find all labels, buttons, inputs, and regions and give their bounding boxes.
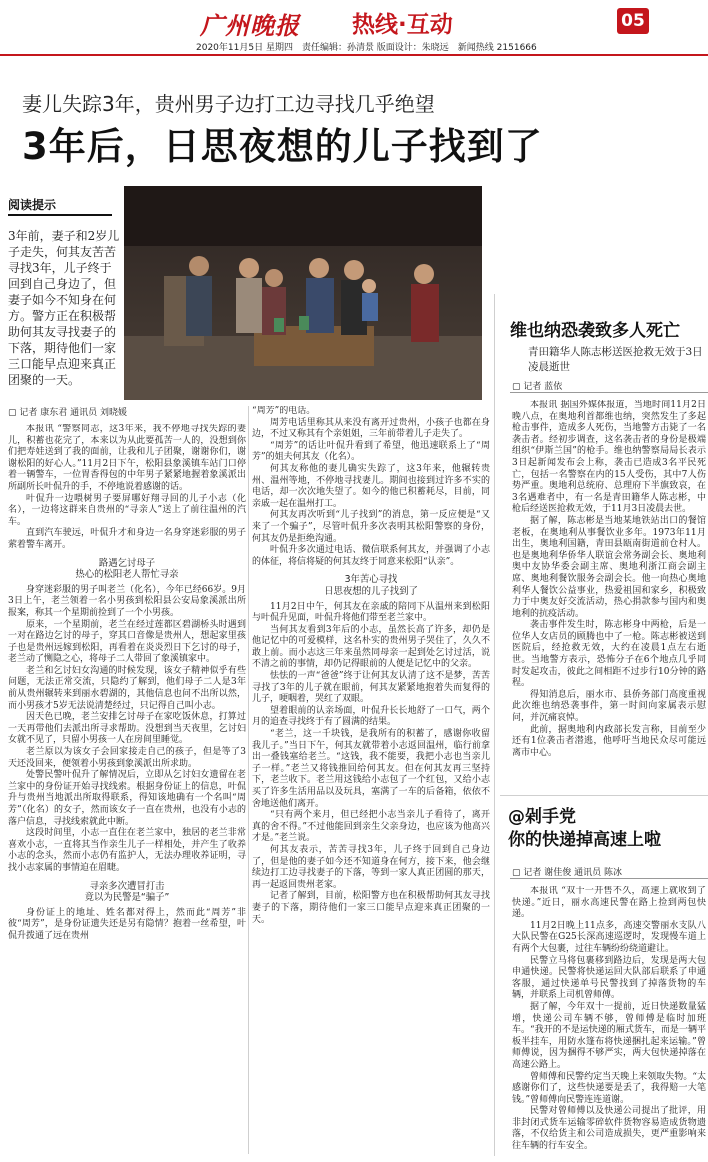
paragraph: 望着眼前的认亲场面，叶侃升长长地舒了一口气，两个月的追查寻找终于有了圆满的结果。 — [252, 705, 490, 728]
paragraph: 本报讯 “双十一开售不久，高速上就收到了快递。”近日，丽水高速民警在路上捡到两包快递。 — [512, 886, 706, 920]
paragraph: 叶侃升多次通过电话、微信联系何其友，并强调了小志的体征，将信将疑的何其友终于同意来松阳“认亲”。 — [252, 545, 490, 567]
paragraph: 据了解，陈志彬是当地某地铁站出口的餐馆老板，在奥地利从事餐饮业多年。1973年11月出生，奥地利国籍，青田县瓯南街道前仓村人。也是奥地利华侨华人联谊会常务副会长、奥地利奥中友协华委会副主席、奥地利浙江商会副主席、奥地利餐饮服务会副会长。他一向热心奥地利华人餐饮公益事业，热爱祖国和家乡，积极致力于中奥友好交流活动，热心捐款参与国内和奥地利的抗疫活动。 — [512, 515, 706, 619]
column-divider — [248, 406, 249, 1154]
paragraph: 民警对曾师傅以及快递公司提出了批评，用非封闭式货车运输零碎软件货物容易造成货物遗落，不仅给货主和公司造成损失，更严重影响来往车辆的行车安全。 — [512, 1106, 706, 1152]
lead-column-2 — [252, 406, 490, 1158]
paragraph: 处警民警叶侃升了解情况后，立即从乞讨妇女遗留在老兰家中的身份证开始寻找线索。根据身份证上的信息，叶侃升与贵州当地派出所取得联系，得知该地确有一个名叫“周芳”（化名）的女子，然而该女子一直在贵州，也没有小志的落户信息，寻找线索就此中断。 — [8, 770, 246, 827]
express-credit: ▢ 记者 谢佳俊 通讯员 陈冰 — [512, 868, 622, 878]
lead-kicker: 妻儿失踪3年，贵州男子边打工边寻找几乎绝望 — [22, 92, 435, 116]
paragraph: 何其友再次听到“儿子找到”的消息，第一反应便是“又来了一个骗子”，尽管叶侃升多次表明其松阳警察的身份，何其友仍是拒绝沟通。 — [252, 510, 490, 544]
paragraph: “周芳”的话让叶侃升看到了希望，他迅速联系上了“周芳”的姐夫何其友（化名）。 — [252, 440, 490, 463]
express-headline-line2: 你的快递掉高速上啦 — [508, 830, 661, 850]
paragraph: 因天色已晚，老兰安排乞讨母子在家吃饭休息，打算过一天再带他们去派出所寻求帮助。没想到当天夜里，乞讨妇女就不见了，只留小男孩一人在房间里睡觉。 — [8, 712, 246, 746]
paragraph: 身份证上的地址、姓名都对得上，然而此“周芳”非彼“周芳”，是身份证遗失还是另有隐情？抱着一丝希望，叶侃升拨通了远在贵州 — [8, 907, 246, 941]
edition-meta: 2020年11月5日 星期四 责任编辑：孙清景 版面设计：朱晓远 新闻热线 2151666 — [196, 43, 537, 53]
paragraph: 此前，据奥地利内政部长发言称，目前至少还有1位袭击者潜逃，他呼吁当地民众尽可能远离市中心。 — [512, 724, 706, 758]
subheading: 路遇乞讨母子 热心的松阳老人帮忙寻亲 — [75, 557, 179, 581]
paragraph: 叶侃升一边喂树男子要屏哪好翔寻回的儿子小志（化名），一边将这群来自贵州的“寻亲人”送上了前往温州的汽车。 — [8, 493, 246, 527]
vienna-headline: 维也纳恐袭致多人死亡 — [510, 321, 680, 341]
page-number: 05 — [617, 8, 649, 34]
paragraph: 本报讯 据国外媒体报道，当地时间11月2日晚八点，在奥地利首都维也纳，突然发生了多起枪击事件，造成多人死伤，当地警方击毙了一名袭击者。经初步调查，这名袭击者的身份是极端组织“伊斯兰国”的枪手。维也纳警察局局长表示3日起新闻发布会上称，袭击已造成3名平民死亡，包括一名警察在内的15人受伤，其中7人伤势严重。奥地利总统府、总理府下半旗致哀，在3名遇难者中，有一名是青田籍华人陈志彬，中枪后经送医抢救无效，于11月3日凌晨去世。 — [512, 400, 706, 515]
family-reunion-photo — [124, 186, 482, 400]
paragraph: 11月2日晚上11点多，高速交警丽水支队八大队民警在G25长深高速巡逻时，发现慢车道上有两个大包裹，过往车辆纷纷绕道避让。 — [512, 920, 706, 954]
lead-column-1 — [8, 424, 246, 1158]
reading-tip-rule — [8, 214, 112, 216]
paragraph: “周芳”的电话。 — [252, 406, 316, 416]
paragraph: 得知消息后，丽水市、县侨务部门高度重视此次维也纳恐袭事件，第一时间向家属表示慰问，并沉痛哀悼。 — [512, 689, 706, 724]
paragraph: 周芳电话里称其从来没有离开过贵州，小孩子也都在身边，不过又称其有个亲姐姐，三年前带着儿子走失了。 — [252, 417, 490, 440]
paragraph: 老兰原以为该女子会回家接走自己的孩子，但是等了3天还没回来，便领着小男孩到象溪派出所求助。 — [8, 747, 246, 769]
section-title: 热线·互动 — [352, 12, 453, 38]
express-body — [512, 886, 706, 1158]
story-divider — [500, 795, 708, 796]
paragraph: 何其友表示，苦苦寻找3年，儿子终于回到自己身边了，但是他的妻子如今还不知道身在何方，接下来，他会继续边打工边寻找妻子的下落，等到一家人真正团圆的那天，再一起返回贵州老家。 — [252, 844, 490, 890]
paragraph: 怯怯的一声“爸爸”终于让何其友认清了这不是梦，苦苦寻找了3年的儿子就在眼前，何其友紧紧地抱着失而复得的儿子，哽咽着，哭红了双眼。 — [252, 671, 490, 705]
express-rule — [510, 878, 708, 879]
paragraph: 据了解，今年双十一提前，近日快递数量猛增，快递公司车辆不够，曾师傅是临时加班车。“我开的不是运快递的厢式货车，而是一辆平板半挂车，用防水篷布将快递捆扎起来运输。”曾师傅说，因为捆得不够严实，两大包快递掉落在高速公路上。 — [512, 1001, 706, 1070]
vienna-credit: ▢ 记者 蓝依 — [512, 382, 563, 392]
subheading: 3年苦心寻找 日思夜想的儿子找到了 — [324, 574, 418, 597]
lead-credit-text: 记者 康东君 通讯员 刘晓媛 — [19, 408, 127, 418]
subheading: 寻亲多次遭冒打击 竟以为民警是“骗子” — [84, 880, 170, 904]
paragraph: 民警立马将包裹移到路边后，发现是两大包申通快递。民警将快递运回大队部后联系了申通客服，通过快递单号民警找到了掉落货物的车辆，并联系上司机曾师傅。 — [512, 955, 706, 1001]
paragraph: “只有两个来月，但已经把小志当亲儿子看待了，离开真的舍不得。”不过他能回到亲生父亲身边，也应该为他高兴才是。”老兰说。 — [252, 810, 490, 844]
masthead — [0, 0, 708, 53]
vienna-body — [512, 400, 706, 798]
express-headline — [508, 806, 661, 852]
reading-tip-title: 阅读提示 — [8, 198, 57, 212]
express-headline-line1: @剁手党 — [508, 807, 576, 827]
lead-photo — [124, 186, 482, 400]
paragraph: 老兰和乞讨妇女沟通的时候发现，该女子精神似乎有些问题，无法正常交流，只隐约了解到，他们母子二人是3年前从贵州辗转来到丽水碧湖的，其他信息也问不出所以然，而小男孩才5岁无法说清楚经过，只记得自己叫小志。 — [8, 665, 246, 711]
paragraph: “老兰，这一千块钱，是我所有的积蓄了，感谢你收留我儿子。”当日下午，何其友就带着小志返回温州，临行前拿出一叠钱塞给老兰。“这钱，我不能要，我把小志也当亲儿子一样。”老兰又将钱推回给何其友。但在何其友再三坚持下，老兰收下。老兰用这钱给小志包了一个红包，又给小志买了许多生活用品以及玩具，塞满了一车的后备箱，依依不舍地送他们离开。 — [252, 729, 490, 809]
newspaper-logo: 广州晚报 — [200, 11, 300, 40]
vienna-rule — [510, 392, 708, 393]
right-column-divider — [494, 294, 495, 1156]
paragraph: 11月2日中午，何其友在亲戚的陪同下从温州来到松阳与叶侃升见面，叶侃升将他们带至老兰家中。 — [252, 601, 490, 624]
express-credit-text: 记者 谢佳俊 通讯员 陈冰 — [523, 868, 622, 878]
paragraph: 这段时间里，小志一直住在老兰家中，独居的老兰非常喜欢小志，一直将其当作亲生儿子一样相处，并产生了收养小志的念头，然而小志仍有监护人，无法办理收养证明，寻找小志家属的事情迫在眉睫。 — [8, 828, 246, 873]
paragraph: 本报讯 “警察同志，这3年来，我不停地寻找失踪的妻儿，积蓄也花完了，本来以为从此要孤苦一人的，没想到你们把寿娃送到了我的面前，让我和儿子团聚，谢谢你们，谢谢松阳的好心人。”11月2日下午，松阳县象溪镇车站门口停着一辆警车，一位胃香得包的中年男子紧紧地握着象溪派出所副所长叶侃升的手，不停地说着感谢的话。 — [8, 424, 246, 492]
paragraph: 何其友称他的妻儿确实失踪了，这3年来，他辗转贵州、温州等地，不停地寻找妻儿。期间也接到过许多不实的电话，却一次次地失望了。如今的他已积蓄耗尽，目前，同亲戚一起在温州打工。 — [252, 463, 490, 509]
paragraph: 曾师傅和民警约定当天晚上来领取失物。“太感谢你们了，这些快递要是丢了，我得赔一大笔钱。”曾师傅向民警连连道谢。 — [512, 1071, 706, 1105]
masthead-divider — [0, 54, 708, 56]
vienna-subhead: 青田籍华人陈志彬送医抢救无效于3日凌晨逝世 — [528, 346, 703, 373]
reading-tip-text: 3年前，妻子和2岁儿子走失，何其友苦苦寻找3年，儿子终于回到自己身边了，但妻子如今不知身在何方。警方正在积极帮助何其友寻找妻子的下落，期待他们一家三口能早点迎来真正团聚的一天。 — [8, 229, 120, 387]
lead-credit: ▢ 记者 康东君 通讯员 刘晓媛 — [8, 408, 127, 418]
paragraph: 当何其友看到3年后的小志，虽然长高了许多，却仍是他记忆中的可爱模样，这名朴实的贵州男子哭住了，久久不敢上前。而小志这三年来虽然同母亲一起到处乞讨过活，说不清之前的事情，却仍记得眼前的人便是记忆中的父亲。 — [252, 624, 490, 670]
paragraph: 直到汽车驶远，叶侃升才和身边一名身穿迷彩服的男子萦着警车离开。 — [8, 528, 246, 550]
paragraph: 记者了解到，目前，松阳警方也在积极帮助何其友寻找妻子的下落，期待他们一家三口能早点迎来真正团聚的一天。 — [252, 891, 490, 925]
paragraph: 原来，一个星期前，老兰在经过莲都区碧湖桥头时遇到一对在路边乞讨的母子，穿其口音像是贵州人，想起家里孩子也是贵州远嫁到松阳，再看着在炎炎烈日下乞讨的母子，老兰动了恻隐之心，将母子二人带回了象溪镇家中。 — [8, 619, 246, 665]
lead-headline: 3年后，日思夜想的儿子找到了 — [22, 125, 543, 168]
vienna-credit-text: 记者 蓝依 — [523, 382, 563, 392]
paragraph: 袭击事件发生时，陈志彬身中两枪，后是一位华人女店员的顾腾也中了一枪。陈志彬被送到医院后，经抢救无效，大约在凌晨1点左右逝世。当地警方表示，恐怖分子在6个地点几乎同时发起攻击，彼此之间相距不过步行10分钟的路程。 — [512, 620, 706, 689]
paragraph: 身穿迷彩服的男子叫老兰（化名），今年已经66岁。9月3日上午，老兰领着一名小男孩到松阳县公安局象溪派出所报案，称其一个星期前捡到了一个小男孩。 — [8, 584, 246, 618]
